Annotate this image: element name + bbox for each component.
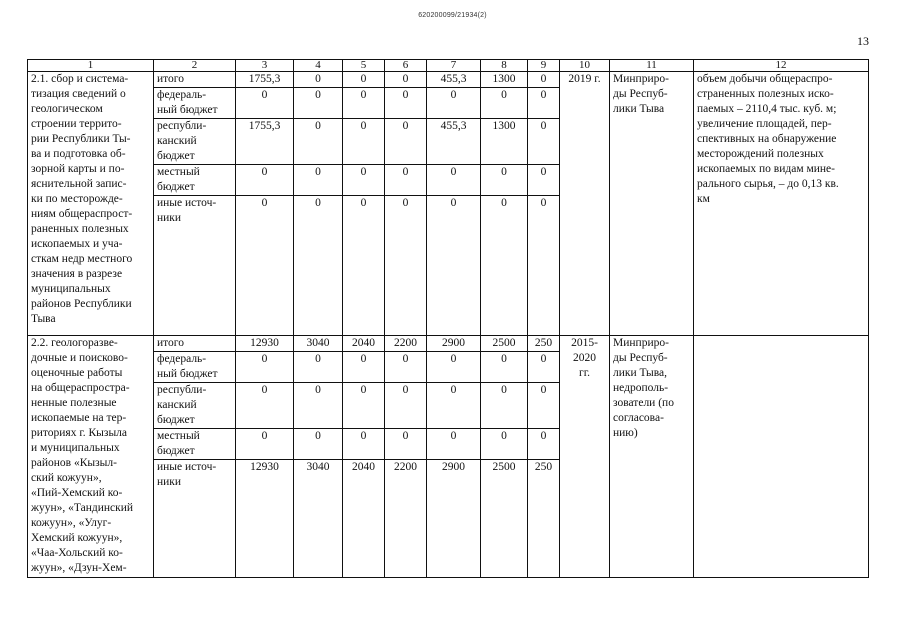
funding-source-label: итого xyxy=(154,72,236,88)
funding-value: 0 xyxy=(343,352,385,383)
header-cell: 1 xyxy=(28,60,154,72)
funding-value: 0 xyxy=(236,165,294,196)
funding-value: 0 xyxy=(427,88,481,119)
funding-value: 0 xyxy=(528,352,560,383)
funding-source-label: итого xyxy=(154,336,236,352)
funding-source-label: федераль- ный бюджет xyxy=(154,352,236,383)
header-cell: 6 xyxy=(385,60,427,72)
funding-value: 2900 xyxy=(427,336,481,352)
funding-source-label: местный бюджет xyxy=(154,165,236,196)
funding-value: 0 xyxy=(236,196,294,336)
measure-name: 2.1. сбор и система- тизация сведений о геологическом строении террито- рии Республики Ты- ва и подготовка об- зорной карты и по- яснительной запис- ки по месторожде- ниям общераспрост- раненных полезных ископаемых и уча- сткам недр местного значения в разрезе муниципальных районов Республики Тыва xyxy=(28,72,154,336)
funding-value: 0 xyxy=(528,72,560,88)
funding-value: 0 xyxy=(294,429,343,460)
funding-value: 0 xyxy=(481,383,528,429)
expected-result: объем добычи общераспро- страненных полезных иско- паемых – 2110,4 тыс. куб. м; увеличение площадей, пер- спективных на обнаружение месторождений полезных ископаемых по видам мине- рального сырья, – до 0,13 кв. км xyxy=(694,72,869,336)
funding-value: 2500 xyxy=(481,336,528,352)
funding-value: 0 xyxy=(528,119,560,165)
funding-value: 0 xyxy=(481,88,528,119)
funding-value: 0 xyxy=(385,88,427,119)
funding-value: 0 xyxy=(343,119,385,165)
header-cell: 5 xyxy=(343,60,385,72)
funding-value: 1755,3 xyxy=(236,72,294,88)
funding-value: 0 xyxy=(236,383,294,429)
funding-value: 0 xyxy=(481,352,528,383)
funding-value: 0 xyxy=(427,383,481,429)
funding-value: 2040 xyxy=(343,460,385,578)
header-cell: 3 xyxy=(236,60,294,72)
funding-value: 0 xyxy=(294,352,343,383)
funding-value: 2040 xyxy=(343,336,385,352)
table-row xyxy=(28,72,869,88)
funding-value: 0 xyxy=(427,429,481,460)
funding-value: 0 xyxy=(528,429,560,460)
funding-source-label: иные источ- ники xyxy=(154,460,236,578)
funding-value: 3040 xyxy=(294,336,343,352)
header-cell: 10 xyxy=(560,60,610,72)
funding-value: 0 xyxy=(294,72,343,88)
funding-value: 250 xyxy=(528,336,560,352)
funding-value: 0 xyxy=(236,352,294,383)
measure-name: 2.2. геологоразве- дочные и поисково- оценочные работы на общераспростра- ненные полезные ископаемые на тер- риториях г. Кызыла и муниципальных районов «Кызыл- ский кожуун», «Пий-Хемский ко- жуун», «Тандинский кожуун», «Улуг- Хемский кожуун», «Чаа-Хольский ко- жуун», «Дзун-Хем- xyxy=(28,336,154,578)
funding-value: 0 xyxy=(294,165,343,196)
funding-value: 2200 xyxy=(385,336,427,352)
funding-value: 0 xyxy=(236,429,294,460)
funding-value: 0 xyxy=(385,429,427,460)
funding-value: 0 xyxy=(385,165,427,196)
funding-value: 0 xyxy=(528,383,560,429)
funding-value: 0 xyxy=(294,119,343,165)
header-cell: 11 xyxy=(610,60,694,72)
header-cell: 8 xyxy=(481,60,528,72)
funding-value: 0 xyxy=(236,88,294,119)
implementation-period: 2015- 2020 гг. xyxy=(560,336,610,578)
funding-value: 0 xyxy=(427,196,481,336)
funding-value: 0 xyxy=(427,352,481,383)
funding-value: 2900 xyxy=(427,460,481,578)
program-table xyxy=(27,59,869,578)
implementation-period: 2019 г. xyxy=(560,72,610,336)
funding-value: 0 xyxy=(481,196,528,336)
header-cell: 4 xyxy=(294,60,343,72)
funding-value: 0 xyxy=(528,165,560,196)
header-cell: 12 xyxy=(694,60,869,72)
table-row xyxy=(28,336,869,352)
document-id: 620200099/21934(2) xyxy=(418,12,487,19)
header-cell: 7 xyxy=(427,60,481,72)
funding-value: 1300 xyxy=(481,72,528,88)
funding-source-label: федераль- ный бюджет xyxy=(154,88,236,119)
funding-value: 0 xyxy=(385,352,427,383)
funding-value: 455,3 xyxy=(427,119,481,165)
page-number: 13 xyxy=(857,34,869,48)
funding-value: 2500 xyxy=(481,460,528,578)
funding-value: 0 xyxy=(481,165,528,196)
funding-value: 0 xyxy=(343,429,385,460)
funding-value: 1300 xyxy=(481,119,528,165)
funding-source-label: республи- канский бюджет xyxy=(154,119,236,165)
funding-value: 0 xyxy=(294,383,343,429)
funding-value: 12930 xyxy=(236,460,294,578)
funding-value: 0 xyxy=(343,383,385,429)
funding-value: 1755,3 xyxy=(236,119,294,165)
funding-value: 0 xyxy=(294,196,343,336)
funding-value: 0 xyxy=(343,165,385,196)
funding-source-label: местный бюджет xyxy=(154,429,236,460)
funding-source-label: республи- канский бюджет xyxy=(154,383,236,429)
funding-value: 0 xyxy=(481,429,528,460)
funding-value: 250 xyxy=(528,460,560,578)
funding-value: 0 xyxy=(385,383,427,429)
funding-value: 0 xyxy=(385,196,427,336)
funding-source-label: иные источ- ники xyxy=(154,196,236,336)
funding-value: 0 xyxy=(528,88,560,119)
responsible-executor: Минприро- ды Респуб- лики Тыва, недрополь- зователи (по согласова- нию) xyxy=(610,336,694,578)
funding-value: 0 xyxy=(385,72,427,88)
funding-value: 12930 xyxy=(236,336,294,352)
header-cell: 2 xyxy=(154,60,236,72)
funding-value: 0 xyxy=(528,196,560,336)
funding-value: 0 xyxy=(385,119,427,165)
funding-value: 0 xyxy=(343,88,385,119)
funding-value: 0 xyxy=(343,196,385,336)
funding-value: 2200 xyxy=(385,460,427,578)
header-cell: 9 xyxy=(528,60,560,72)
funding-value: 0 xyxy=(294,88,343,119)
funding-value: 455,3 xyxy=(427,72,481,88)
expected-result xyxy=(694,336,869,578)
funding-value: 0 xyxy=(343,72,385,88)
funding-value: 0 xyxy=(427,165,481,196)
funding-value: 3040 xyxy=(294,460,343,578)
responsible-executor: Минприро- ды Респуб- лики Тыва xyxy=(610,72,694,336)
header-row xyxy=(28,60,869,72)
